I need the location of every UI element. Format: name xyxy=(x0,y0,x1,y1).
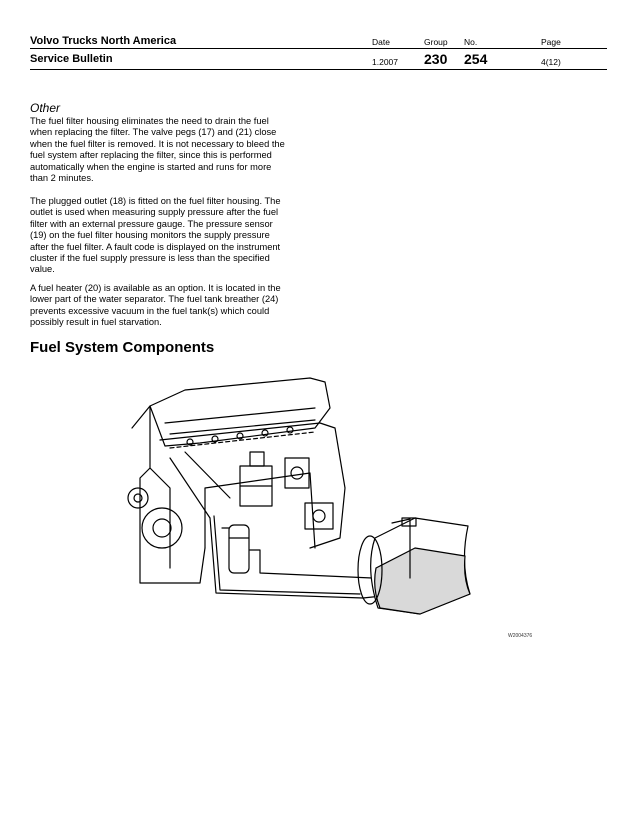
water-separator xyxy=(222,525,249,573)
fuel-system-diagram xyxy=(110,368,540,643)
document-type: Service Bulletin xyxy=(30,53,113,65)
header-rule-mid xyxy=(30,48,607,49)
engine-valve-cover xyxy=(150,378,330,446)
crank-pulley xyxy=(128,488,182,548)
page-label: Page xyxy=(541,37,561,47)
page-value: 4(12) xyxy=(541,57,561,67)
group-label: Group xyxy=(424,37,448,47)
fuel-tank xyxy=(358,518,470,614)
components-heading: Fuel System Components xyxy=(30,339,215,356)
date-label: Date xyxy=(372,37,390,47)
paragraph-fuel-heater: A fuel heater (20) is available as an option. It is located in the lower part of the water separator. The fuel tank breather (24) prevents excessive vacuum in the fuel tank(s) which could possibly result in fuel starvation. xyxy=(30,283,281,328)
paragraph-filter-housing: The fuel filter housing eliminates the need to drain the fuel when replacing the filter. The valve pegs (17) and (21) close when the fuel filter is removed. It is not necessary to bleed the fuel system after replacing the filter, since this is performed automatically when the engine is started and runs for more than 2 minutes. xyxy=(30,116,285,184)
fuel-pump xyxy=(285,458,333,529)
number-label: No. xyxy=(464,37,478,47)
number-value: 254 xyxy=(464,51,488,67)
header-rule-bottom xyxy=(30,69,607,70)
figure-id: W2004376 xyxy=(508,633,533,639)
group-value: 230 xyxy=(424,51,448,67)
date-value: 1.2007 xyxy=(372,57,398,67)
paragraph-plugged-outlet: The plugged outlet (18) is fitted on the fuel filter housing. The outlet is used when measuring supply pressure after the fuel filter with an external pressure gauge. The pressure sensor (19) on the fuel filter housing monitors the supply pressure after the fuel filter. A fault code is displayed on the instrument cluster if the fuel supply pressure is less than the specified value. xyxy=(30,196,281,275)
company-name: Volvo Trucks North America xyxy=(30,35,177,47)
section-title: Other xyxy=(30,101,61,115)
